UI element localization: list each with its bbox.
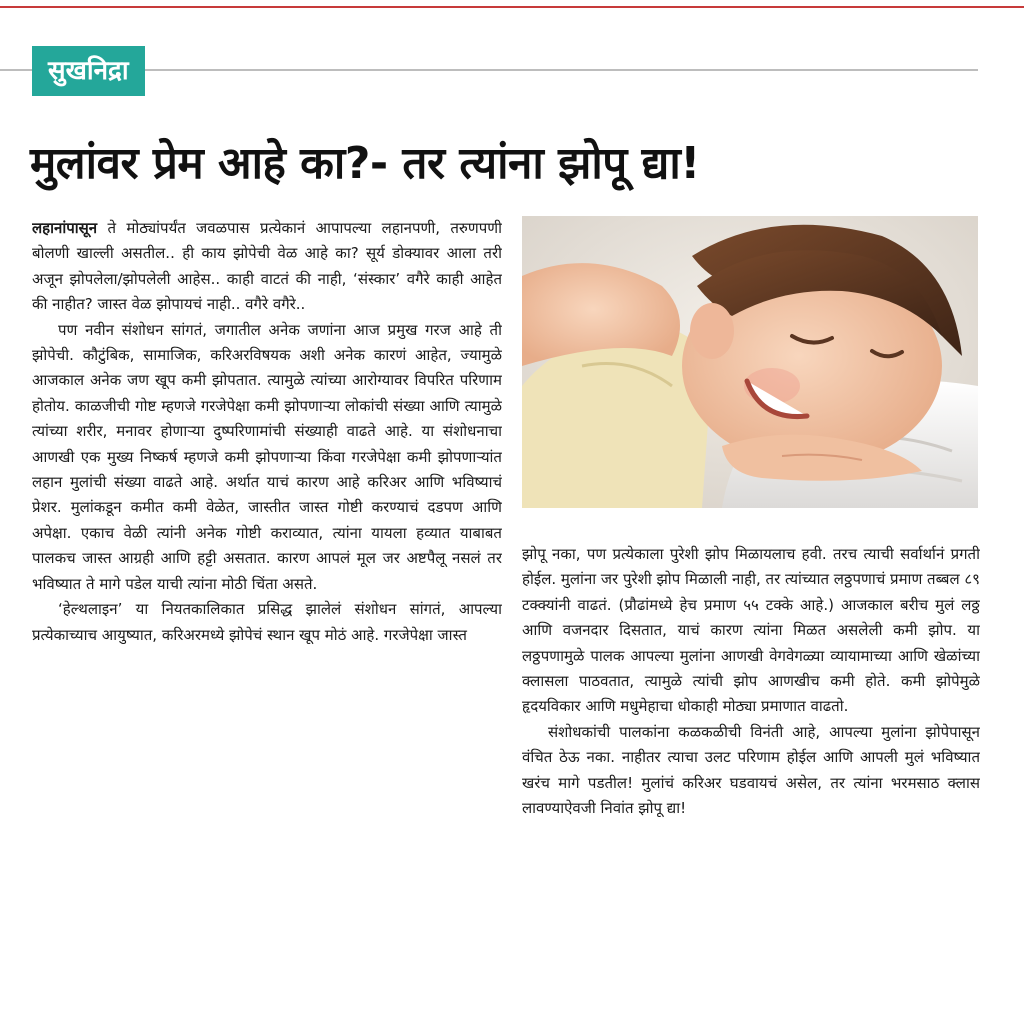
sleeping-child-illustration	[522, 216, 978, 508]
paragraph-3: ‘हेल्थलाइन’ या नियतकालिकात प्रसिद्ध झालेलं संशोधन सांगतं, आपल्या प्रत्येकाच्याच आयुष्यात, करिअरमध्ये झोपेचं स्थान खूप मोठं आहे. गरजेपेक्षा जास्त	[32, 600, 502, 644]
section-rule	[0, 69, 978, 71]
top-rule	[0, 6, 1024, 8]
article-left-column	[32, 216, 502, 996]
paragraph-2: पण नवीन संशोधन सांगतं, जगातील अनेक जणांना आज प्रमुख गरज आहे ती झोपेची. कौटुंबिक, सामाजिक, करिअरविषयक अशी अनेक कारणं आहेत, ज्यामुळे आजकाल अनेक जण खूप कमी झोपतात. त्यामुळे त्यांच्या आरोग्यावर विपरित परिणाम होतोय. काळजीची गोष्ट म्हणजे गरजेपेक्षा कमी झोपणाऱ्या लोकांची संख्या आणि त्यामुळे त्यांच्या शरीर, मनावर होणाऱ्या दुष्परिणामांची संख्याही वाढते आहे. या संशोधनाचा आणखी एक मुख्य निष्कर्ष म्हणजे कमी झोपणाऱ्या किंवा गरजेपेक्षा कमी झोपणाऱ्यांत लहान मुलांची संख्या वाढते आहे. अर्थात याचं कारण आहे करिअर आणि भविष्याचं प्रेशर. मुलांकडून कमीत कमी वेळेत, जास्तीत जास्त गोष्टी करण्याचं दडपण आणि अपेक्षा. एकाच वेळी त्यांनी अनेक गोष्टी कराव्यात, त्यांना यायला हव्यात याबाबत पालकच जास्त आग्रही आणि हट्टी असतात. कारण आपलं मूल जर अष्टपैलू नसलं तर भविष्यात ते मागे पडेल याची त्यांना मोठी चिंता असते.	[32, 320, 502, 593]
section-tag: सुखनिद्रा	[32, 46, 145, 96]
article-right-column	[522, 542, 980, 1002]
paragraph-1-text: ते मोठ्यांपर्यंत जवळपास प्रत्येकानं आपापल्या लहानपणी, तरुणपणी बोलणी खाल्ली असतील.. ही काय झोपेची वेळ आहे का? सूर्य डोक्यावर आला तरी अजून झोपलेला/झोपलेली आहेस.. काही वाटतं की नाही, ‘संस्कार’ वगैरे काही आहेत की नाहीत? जास्त वेळ झोपायचं नाही.. वगैरे वगैरे..	[32, 219, 502, 314]
headline: मुलांवर प्रेम आहे का?- तर त्यांना झोपू द्या!	[30, 138, 700, 189]
paragraph-1	[32, 216, 502, 318]
sleeping-child-photo	[522, 216, 978, 508]
lead-word: लहानांपासून	[32, 219, 98, 237]
paragraph-4: झोपू नका, पण प्रत्येकाला पुरेशी झोप मिळायलाच हवी. तरच त्याची सर्वार्थानं प्रगती होईल. मुलांना जर पुरेशी झोप मिळाली नाही, तर त्यांच्यात लठ्ठपणाचं प्रमाण तब्बल ८९ टक्क्यांनी वाढतं. (प्रौढांमध्ये हेच प्रमाण ५५ टक्के आहे.) आजकाल बरीच मुलं लठ्ठ आणि वजनदार दिसतात, याचं कारण त्यांना मिळत असलेली कमी झोप. या लठ्ठपणामुळे पालक आपल्या मुलांना आणखी वेगवेगळ्या व्यायामाच्या आणि खेळांच्या क्लासला पाठवतात, त्यामुळे त्यांची झोप आणखीच कमी होते. कमी झोपेमुळे हृदयविकार आणि मधुमेहाचा धोकाही मोठ्या प्रमाणात वाढतो.	[522, 545, 980, 716]
paragraph-5: संशोधकांची पालकांना कळकळीची विनंती आहे, आपल्या मुलांना झोपेपासून वंचित ठेऊ नका. नाहीतर त्याचा उलट परिणाम होईल आणि आपली मुलं भविष्यात खरंच मागे पडतील! मुलांचं करिअर घडवायचं असेल, तर त्यांना भरमसाठ क्लास लावण्याऐवजी निवांत झोपू द्या!	[522, 722, 980, 818]
